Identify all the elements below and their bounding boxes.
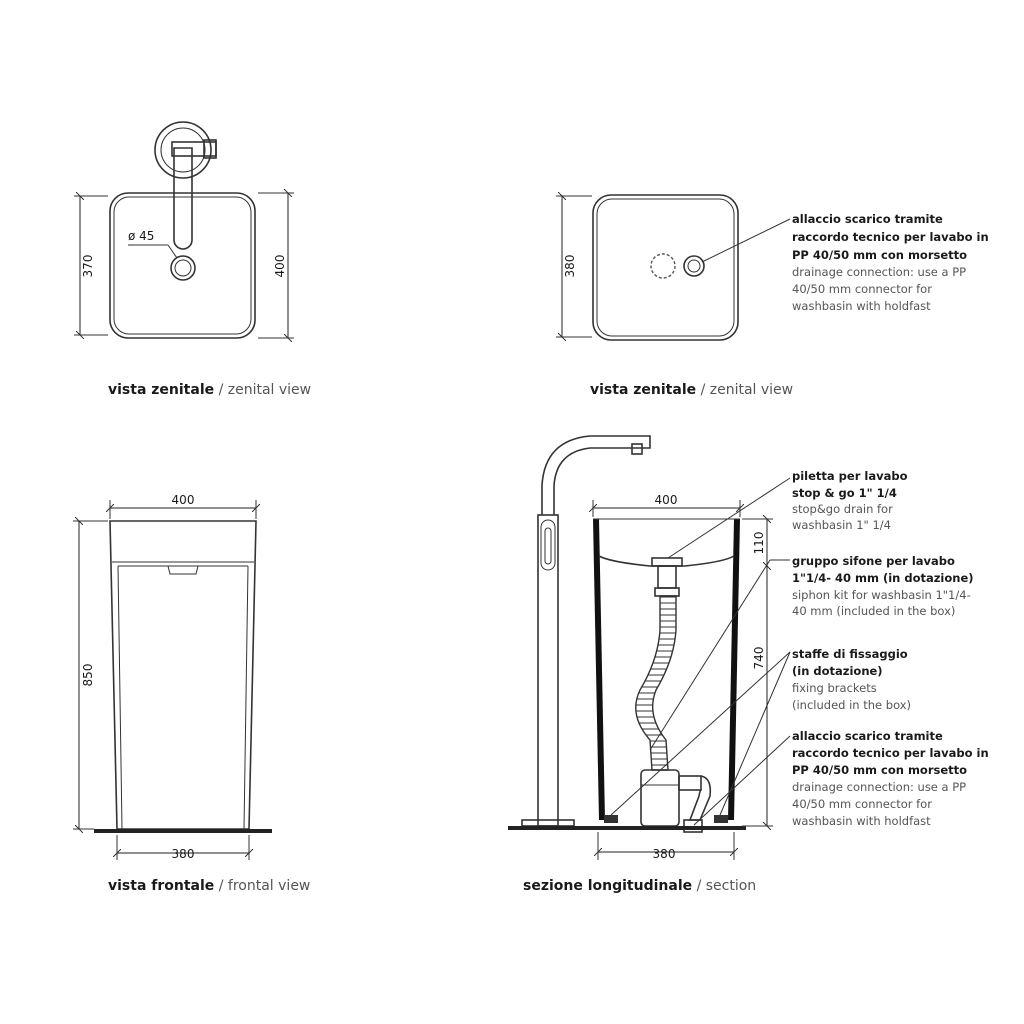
section-upper-height-label: 110 (752, 531, 766, 555)
depth-dimension-label: 370 (81, 254, 95, 278)
overflow-slot (168, 566, 198, 574)
basin-outline (593, 195, 738, 340)
caption-zenital-right: vista zenitale / zenital view (590, 382, 794, 398)
tap-handle (172, 142, 216, 156)
fixing-bracket-right (714, 815, 728, 823)
washbasin-body (110, 521, 256, 829)
section-wall-left (593, 519, 605, 820)
depth-dimension-label: 380 (563, 254, 577, 278)
basin-inner-outline (114, 197, 251, 334)
view-section (508, 436, 994, 894)
top-width-label: 400 (171, 493, 195, 507)
drain-connection-circle (684, 256, 704, 276)
note-drainage-connection: allaccio scarico tramite raccordo tecnico per lavabo in PP 40/50 mm con morsetto drainage connection: use a PP 40/50 mm connector for washbasin with holdfast (792, 729, 989, 828)
section-top-width-label: 400 (654, 493, 678, 507)
note-stop-go-drain: piletta per lavabo stop & go 1" 1/4 stop&go drain for washbasin 1" 1/4 (792, 469, 908, 532)
bottom-width-label: 380 (171, 847, 195, 861)
width-dimension-label: 400 (273, 254, 287, 278)
siphon-bottle (641, 770, 679, 826)
caption-frontal: vista frontale / frontal view (108, 878, 311, 894)
basin-outline (110, 193, 255, 338)
hole-diameter-label: ø 45 (128, 229, 155, 243)
floor-tap-spout (542, 436, 650, 515)
stop-go-drain (652, 558, 682, 566)
note-siphon-kit: gruppo sifone per lavabo 1"1/4- 40 mm (in dotazione) siphon kit for washbasin 1"1/4- 40 mm (included in the box) (792, 554, 974, 618)
tap-spout (174, 148, 192, 249)
floor-line (94, 829, 272, 833)
caption-zenital-left: vista zenitale / zenital view (108, 382, 312, 398)
height-label: 850 (81, 663, 95, 687)
section-bottom-width-label: 380 (652, 847, 676, 861)
fixing-bracket-left (604, 815, 618, 823)
drainage-note: allaccio scarico tramite raccordo tecnico per lavabo in PP 40/50 mm con morsetto drainage connection: use a PP 40/50 mm connector for washbasin with holdfast (792, 212, 989, 313)
section-lower-height-label: 740 (752, 646, 766, 670)
view-front (73, 493, 310, 894)
view-top-left (74, 122, 311, 398)
note-fixing-brackets: staffe di fissaggio (in dotazione) fixing brackets (included in the box) (792, 647, 912, 712)
siphon-hose (636, 596, 676, 770)
floor-line (508, 826, 746, 830)
caption-section: sezione longitudinale / section (523, 878, 757, 894)
view-top-right (556, 195, 994, 398)
tap-base-circle (155, 122, 211, 178)
section-wall-right (728, 519, 740, 820)
drain-dashed-circle (651, 254, 675, 278)
